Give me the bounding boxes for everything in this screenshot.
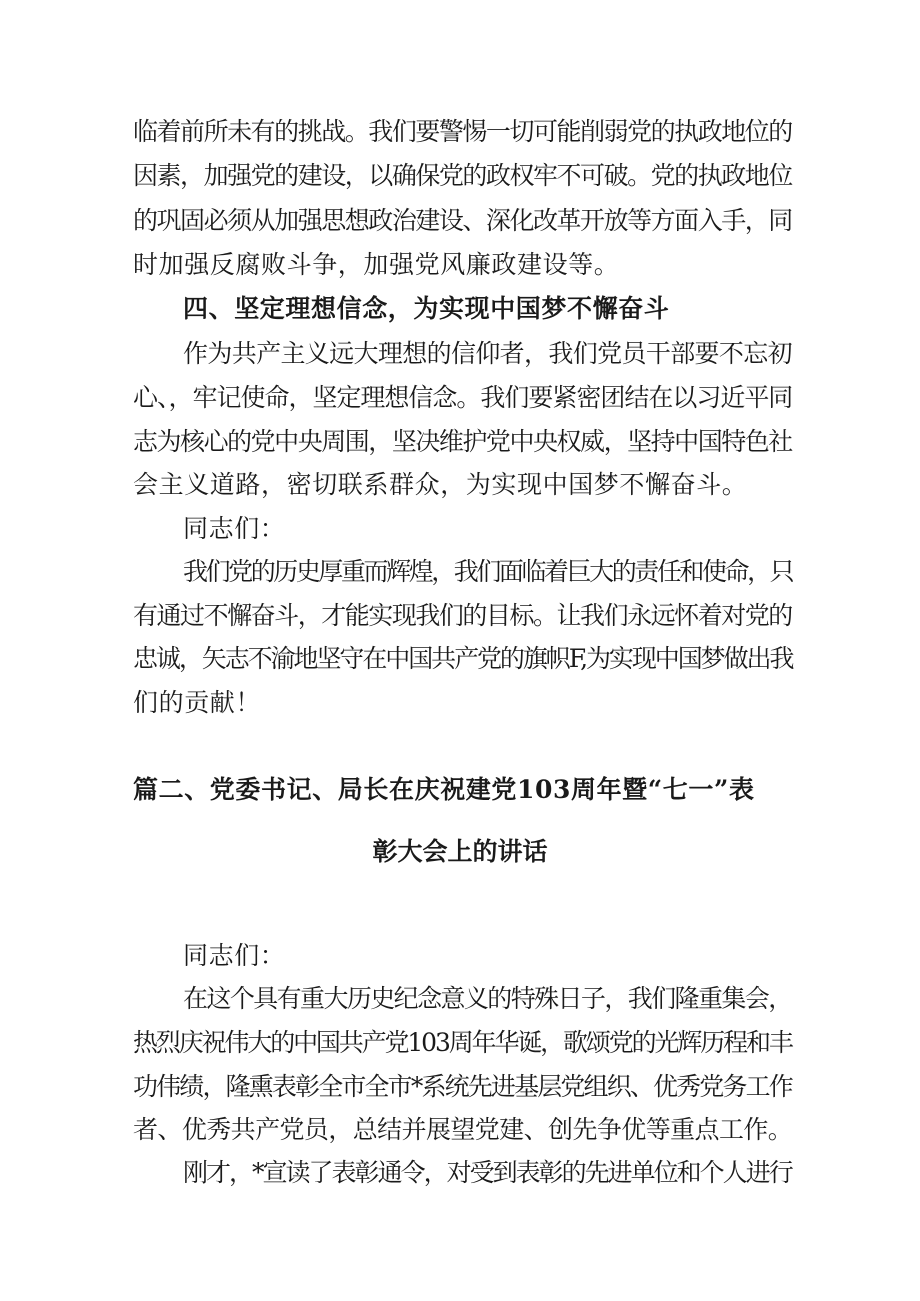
section-heading: 四、坚定理想信念，为实现中国梦不懈奋斗 [183, 294, 670, 323]
paragraph-line: 功伟绩，隆熏表彰全市全市*系统先进基层党组织、优秀党务工作 [133, 1072, 792, 1101]
paragraph-line: 心、，牢记使命，坚定理想信念。我们要紧密团结在以习近平同 [133, 383, 793, 412]
paragraph-line: 临着前所未有的挑战。我们要警惕一切可能削弱党的执政地位的 [133, 117, 792, 146]
paragraph-line: 在这个具有重大历史纪念意义的特殊日子，我们隆重集会， [183, 984, 792, 1013]
paragraph-line: 的巩固必须从加强思想政治建设、深化改革开放等方面入手，同 [133, 206, 792, 235]
paragraph-line: 会主义道路，密切联系群众，为实现中国梦不懈奋斗。 [133, 470, 748, 499]
salutation: 同志们： [183, 941, 286, 970]
paragraph-line: 因素，加强党的建设，以确保党的政权牢不可破。党的执政地位 [133, 161, 792, 190]
paragraph-line: 时加强反腐败斗争，加强党风廉政建设等。 [133, 250, 620, 279]
paragraph-line: 热烈庆祝伟大的中国共产党103周年华诞，歌颂党的光辉历程和丰 [133, 1028, 792, 1057]
salutation: 同志们： [183, 514, 286, 543]
paragraph-line: 有通过不懈奋斗，才能实现我们的目标。让我们永远怀着对党的 [133, 601, 792, 630]
paragraph-line: 志为核心的党中央周围，坚决维护党中央权威，坚持中国特色社 [133, 427, 792, 456]
paragraph-line: 作为共产主义远大理想的信仰者，我们党员干部要不忘初 [183, 339, 793, 368]
paragraph-line: 我们党的历史厚重而辉煌，我们面临着巨大的责任和使命，只 [183, 557, 793, 586]
article-title-line2: 彰大会上的讲话 [372, 837, 548, 866]
paragraph-line: 忠诚，矢志不渝地坚守在中国共产党的旗帜F,为实现中国梦做出我 [133, 644, 793, 673]
article-title-line1: 篇二、党委书记、局长在庆祝建党103周年暨“七一”表 [133, 775, 755, 804]
paragraph-line: 们的贡献！ [133, 688, 262, 717]
paragraph-line: 刚才，*宣读了表彰通令，对受到表彰的先进单位和个人进行 [183, 1158, 792, 1187]
paragraph-line: 者、优秀共产党员，总结并展望党建、创先争优等重点工作。 [133, 1115, 793, 1144]
